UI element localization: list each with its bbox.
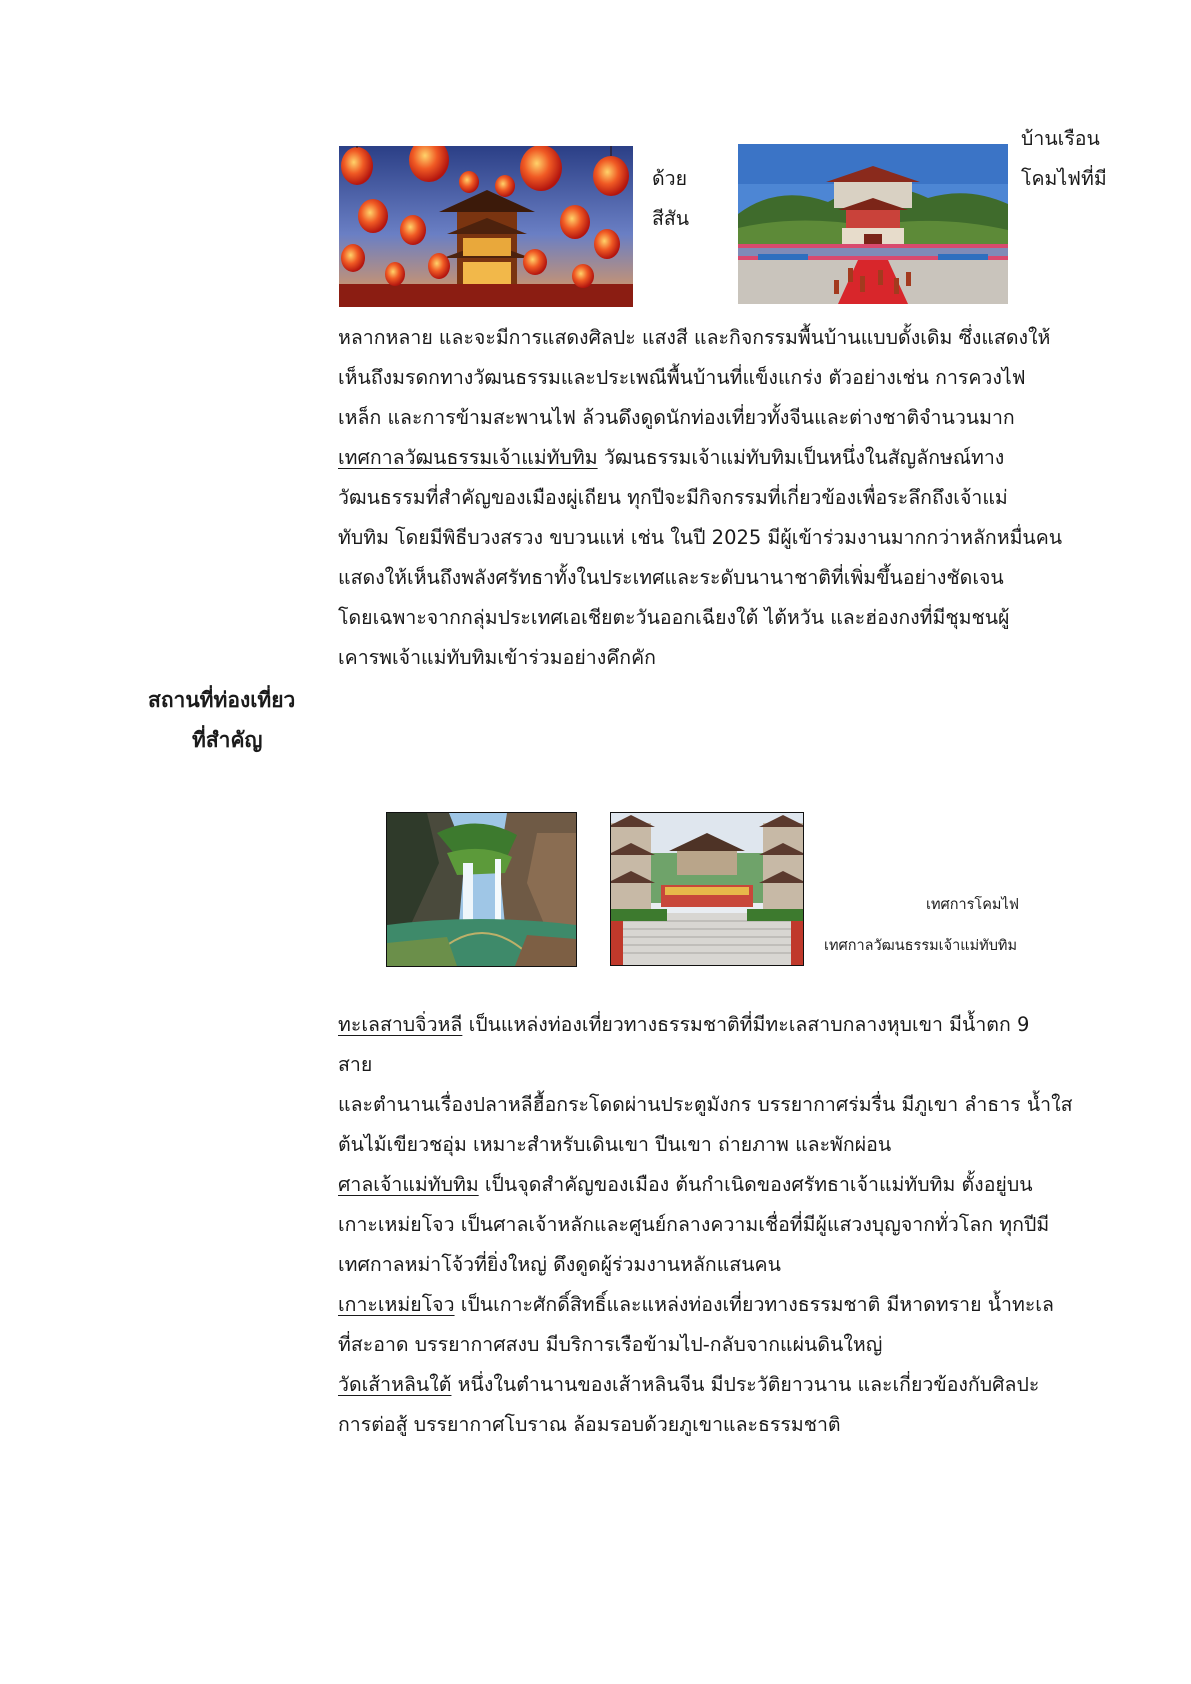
- attraction-first-line: [338, 1365, 1039, 1405]
- floating-word-duai: ด้วย: [652, 167, 688, 190]
- attraction-line: เป็นเกาะศักดิ์สิทธิ์และแหล่งท่องเที่ยวทางธรรมชาติ มีหาดทราย น้ำทะเล: [460, 1293, 1054, 1316]
- mazu-festival-line: แสดงให้เห็นถึงพลังศรัทธาทั้งในประเทศและระดับนานาชาติที่เพิ่มขึ้นอย่างชัดเจน: [338, 566, 1004, 589]
- festival-paragraph-line: เห็นถึงมรดกทางวัฒนธรรมและประเพณีพื้นบ้านที่แข็งแกร่ง ตัวอย่างเช่น การควงไฟ: [338, 366, 1026, 389]
- attraction-first-line: [338, 1005, 1029, 1045]
- caption-lantern-festival: เทศการโคมไฟ: [926, 897, 1020, 913]
- mazu-temple-photo: [610, 812, 804, 966]
- mazu-festival-line: โดยเฉพาะจากกลุ่มประเทศเอเชียตะวันออกเฉียงใต้ ไต้หวัน และฮ่องกงที่มีชุมชนผู้: [338, 606, 1010, 629]
- mazu-ceremony-photo: [738, 144, 1008, 304]
- festival-paragraph-line: เหล็ก และการข้ามสะพานไฟ ล้วนดึงดูดนักท่องเที่ยวทั้งจีนและต่างชาติจำนวนมาก: [338, 406, 1015, 429]
- mazu-festival-first-line-rest: วัฒนธรรมเจ้าแม่ทับทิมเป็นหนึ่งในสัญลักษณ์ทาง: [603, 446, 1005, 469]
- floating-word-ban-ruean: บ้านเรือน: [1021, 127, 1100, 150]
- attraction-name: เกาะเหม่ยโจว: [338, 1293, 455, 1316]
- attraction-line: เป็นจุดสำคัญของเมือง ต้นกำเนิดของศรัทธาเจ้าแม่ทับทิม ตั้งอยู่บน: [484, 1173, 1033, 1196]
- attraction-line: ต้นไม้เขียวชอุ่ม เหมาะสำหรับเดินเขา ปีนเขา ถ่ายภาพ และพักผ่อน: [338, 1133, 892, 1156]
- attraction-first-line: [338, 1285, 1054, 1325]
- attraction-line: เป็นแหล่งท่องเที่ยวทางธรรมชาติที่มีทะเลสาบกลางหุบเขา มีน้ำตก 9: [468, 1013, 1030, 1036]
- mazu-festival-line: เคารพเจ้าแม่ทับทิมเข้าร่วมอย่างคึกคัก: [338, 646, 656, 669]
- attraction-line: เกาะเหม่ยโจว เป็นศาลเจ้าหลักและศูนย์กลางความเชื่อที่มีผู้แสวงบุญจากทั่วโลก ทุกปีมี: [338, 1213, 1050, 1236]
- section-heading-line1: สถานที่ท่องเที่ยว: [148, 688, 296, 712]
- attraction-line: หนึ่งในตำนานของเส้าหลินจีน มีประวัติยาวนาน และเกี่ยวข้องกับศิลปะ: [457, 1373, 1040, 1396]
- attraction-line: เทศกาลหม่าโจ้วที่ยิ่งใหญ่ ดึงดูดผู้ร่วมงานหลักแสนคน: [338, 1253, 781, 1276]
- attraction-line: ที่สะอาด บรรยากาศสงบ มีบริการเรือข้ามไป-กลับจากแผ่นดินใหญ่: [338, 1333, 883, 1356]
- floating-word-khom-fai: โคมไฟที่มี: [1021, 167, 1107, 190]
- attraction-line: สาย: [338, 1053, 373, 1076]
- floating-word-sisan: สีสัน: [652, 207, 690, 230]
- mazu-festival-first-line: [338, 438, 1004, 478]
- mazu-festival-line: วัฒนธรรมที่สำคัญของเมืองผู่เถียน ทุกปีจะมีกิจกรรมที่เกี่ยวข้องเพื่อระลึกถึงเจ้าแม่: [338, 486, 1008, 509]
- festival-paragraph-line: หลากหลาย และจะมีการแสดงศิลปะ แสงสี และกิจกรรมพื้นบ้านแบบดั้งเดิม ซึ่งแสดงให้: [338, 326, 1051, 349]
- attraction-line: และตำนานเรื่องปลาหลีฮื้อกระโดดผ่านประตูมังกร บรรยากาศร่มรื่น มีภูเขา ลำธาร น้ำใส: [338, 1093, 1073, 1116]
- lantern-festival-photo: [339, 146, 633, 307]
- attraction-name: ศาลเจ้าแม่ทับทิม: [338, 1173, 479, 1196]
- mazu-festival-title: เทศกาลวัฒนธรรมเจ้าแม่ทับทิม: [338, 446, 598, 469]
- attraction-name: วัดเส้าหลินใต้: [338, 1373, 452, 1396]
- section-heading-line2: ที่สำคัญ: [192, 728, 263, 752]
- attraction-first-line: [338, 1165, 1033, 1205]
- attraction-name: ทะเลสาบจิ่วหลี: [338, 1013, 463, 1036]
- caption-mazu-festival: เทศกาลวัฒนธรรมเจ้าแม่ทับทิม: [824, 938, 1018, 954]
- waterfall-photo: [386, 812, 577, 967]
- mazu-festival-line: ทับทิม โดยมีพิธีบวงสรวง ขบวนแห่ เช่น ในปี 2025 มีผู้เข้าร่วมงานมากกว่าหลักหมื่นคน: [338, 526, 1063, 549]
- attraction-line: การต่อสู้ บรรยากาศโบราณ ล้อมรอบด้วยภูเขาและธรรมชาติ: [338, 1413, 841, 1436]
